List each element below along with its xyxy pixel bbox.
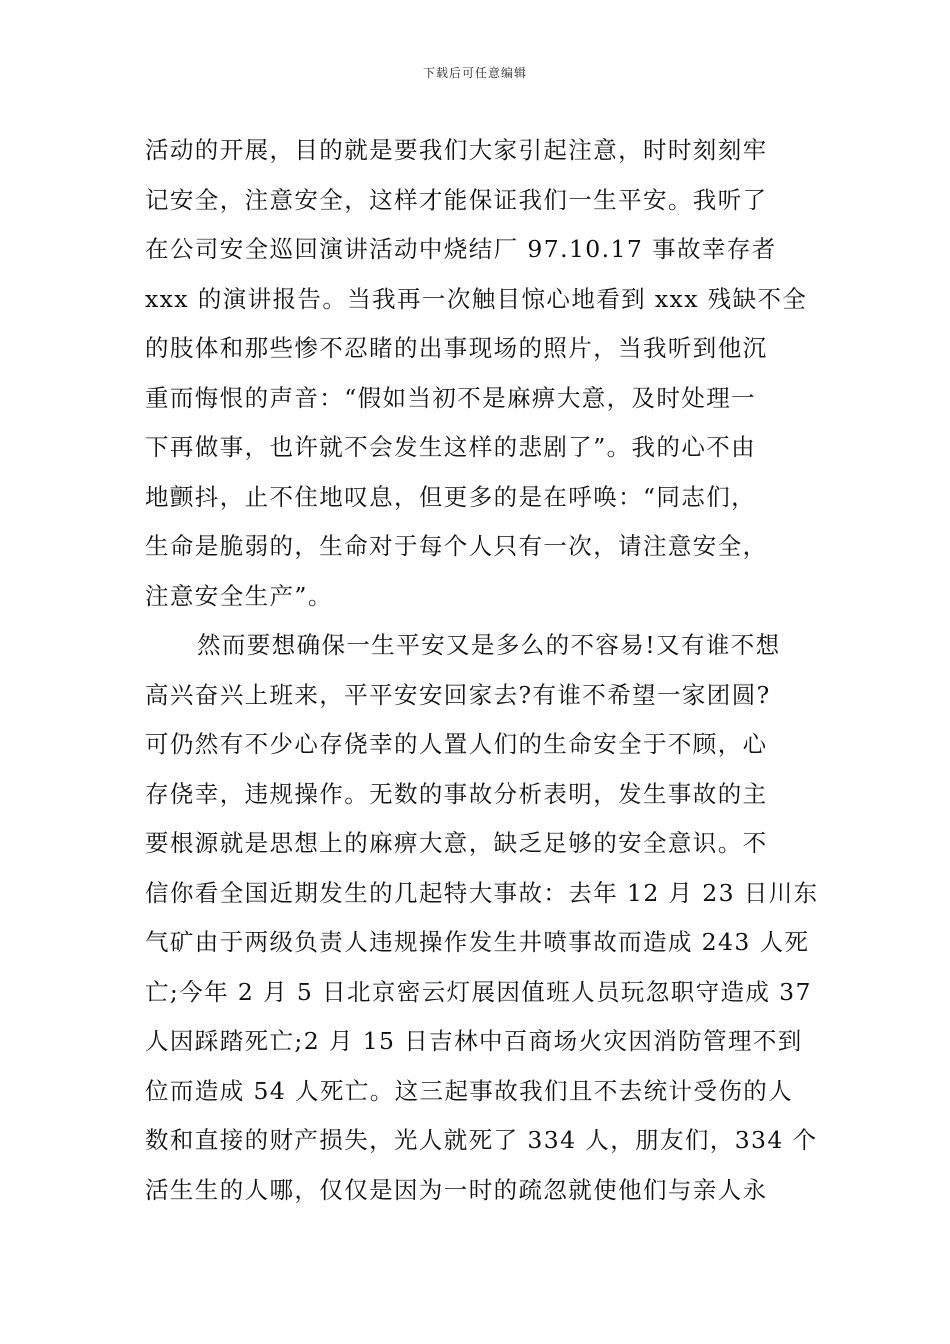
page-header: 下载后可任意编辑 bbox=[422, 66, 527, 80]
document-body bbox=[145, 126, 819, 1215]
text-line: 重而悔恨的声音：“假如当初不是麻痹大意，及时处理一 bbox=[145, 383, 757, 412]
text-line: 亡;今年 2 月 5 日北京密云灯展因值班人员玩忽职守造成 37 bbox=[145, 977, 812, 1006]
text-line: 存侥幸，违规操作。无数的事故分析表明，发生事故的主 bbox=[145, 779, 768, 808]
text-line: 记安全，注意安全，这样才能保证我们一生平安。我听了 bbox=[145, 185, 768, 214]
text-line: 活动的开展，目的就是要我们大家引起注意，时时刻刻牢 bbox=[145, 136, 768, 164]
text-line: xxx 的演讲报告。当我再一次触目惊心地看到 xxx 残缺不全 bbox=[145, 284, 808, 313]
text-line: 的肢体和那些惨不忍睹的出事现场的照片，当我听到他沉 bbox=[145, 334, 768, 362]
text-line: 高兴奋兴上班来，平平安安回家去?有谁不希望一家团圆? bbox=[145, 680, 771, 709]
text-line: 注意安全生产”。 bbox=[145, 581, 333, 610]
text-line: 可仍然有不少心存侥幸的人置人们的生命安全于不顾，心 bbox=[145, 730, 768, 758]
text-line: 人因踩踏死亡;2 月 15 日吉林中百商场火灾因消防管理不到 bbox=[145, 1027, 803, 1055]
text-line: 地颤抖，止不住地叹息，但更多的是在呼唤：“同志们， bbox=[145, 482, 757, 511]
paragraph-first-line: 然而要想确保一生平安又是多么的不容易!又有谁不想 bbox=[197, 631, 781, 659]
text-line: 下再做事，也许就不会发生这样的悲剧了”。我的心不由 bbox=[145, 433, 757, 461]
text-line: 生命是脆弱的，生命对于每个人只有一次，请注意安全， bbox=[145, 532, 768, 560]
text-line: 位而造成 54 人死亡。这三起事故我们且不去统计受伤的人 bbox=[145, 1076, 794, 1105]
text-line: 气矿由于两级负责人违规操作发生井喷事故而造成 243 人死 bbox=[145, 928, 810, 956]
text-line: 活生生的人哪，仅仅是因为一时的疏忽就使他们与亲人永 bbox=[145, 1175, 768, 1204]
text-line: 在公司安全巡回演讲活动中烧结厂 97.10.17 事故幸存者 bbox=[145, 235, 777, 263]
text-line: 信你看全国近期发生的几起特大事故：去年 12 月 23 日川东 bbox=[145, 878, 819, 907]
text-line: 要根源就是思想上的麻痹大意，缺乏足够的安全意识。不 bbox=[145, 829, 768, 857]
text-line: 数和直接的财产损失，光人就死了 334 人，朋友们，334 个 bbox=[145, 1126, 818, 1154]
